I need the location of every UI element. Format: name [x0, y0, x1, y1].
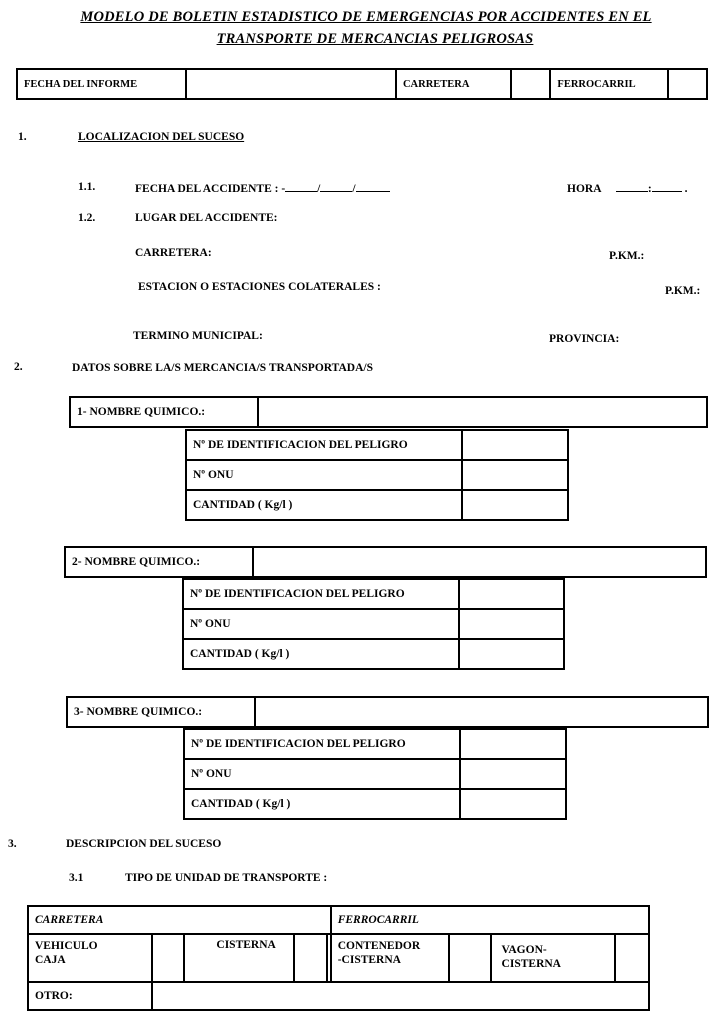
section1-number: 1.: [18, 131, 27, 143]
item-1-1-number: 1.1.: [78, 181, 96, 193]
vagon-line1: VAGON-: [501, 944, 547, 956]
pkm-label-1: P.KM.:: [609, 250, 645, 262]
goods-3-id-label: Nº DE IDENTIFICACION DEL PELIGRO: [184, 729, 460, 759]
carretera-label: CARRETERA: [396, 69, 511, 99]
goods-1-cantidad-field[interactable]: [462, 490, 568, 520]
carretera-location-label: CARRETERA:: [135, 247, 212, 259]
cisterna-checkbox[interactable]: [294, 934, 326, 982]
goods-3-name-label: 3- NOMBRE QUIMICO.:: [67, 697, 255, 727]
goods-2-name-table: [64, 546, 707, 578]
ferrocarril-checkbox[interactable]: [668, 69, 707, 99]
ferrocarril-label: FERROCARRIL: [550, 69, 667, 99]
goods-3-id-field[interactable]: [460, 729, 566, 759]
vehiculo-caja-line1: VEHICULO: [35, 940, 98, 952]
tipo-unidad-label: TIPO DE UNIDAD DE TRANSPORTE :: [125, 872, 328, 884]
contenedor-line1: CONTENEDOR: [337, 940, 421, 952]
spacer-cell: [184, 934, 210, 982]
goods-2-id-field[interactable]: [459, 579, 564, 609]
hora-field[interactable]: [567, 181, 687, 195]
goods-3-cantidad-label: CANTIDAD ( Kg/l ): [184, 789, 460, 819]
fecha-accidente-label: FECHA DEL ACCIDENTE : -: [135, 183, 286, 195]
vehiculo-caja-line2: CAJA: [35, 954, 66, 966]
goods-2-name-field[interactable]: [253, 547, 706, 577]
vehiculo-caja-checkbox[interactable]: [152, 934, 184, 982]
date-separator: /: [317, 183, 321, 195]
cisterna-label: CISTERNA: [210, 934, 294, 982]
hora-label: HORA: [567, 183, 602, 195]
goods-1-name-field[interactable]: [258, 397, 707, 427]
goods-1-cantidad-label: CANTIDAD ( Kg/l ): [186, 490, 462, 520]
item-1-2-number: 1.2.: [78, 212, 96, 224]
goods-2-cantidad-field[interactable]: [459, 639, 564, 669]
goods-3-onu-field[interactable]: [460, 759, 566, 789]
hora-separator: :: [647, 183, 652, 195]
provincia-label: PROVINCIA:: [549, 333, 620, 345]
goods-1-id-label: Nº DE IDENTIFICACION DEL PELIGRO: [186, 430, 462, 460]
report-header-table: [16, 68, 708, 100]
goods-2-onu-label: Nº ONU: [183, 609, 459, 639]
goods-2-name-label: 2- NOMBRE QUIMICO.:: [65, 547, 253, 577]
goods-2-cantidad-label: CANTIDAD ( Kg/l ): [183, 639, 459, 669]
vagon-line2: CISTERNA: [501, 958, 561, 970]
transport-unit-table: [27, 905, 650, 1011]
goods-2-details-table: [182, 578, 565, 670]
goods-1-onu-label: Nº ONU: [186, 460, 462, 490]
transport-ferrocarril-header: FERROCARRIL: [331, 906, 649, 934]
vagon-cisterna-checkbox[interactable]: [615, 934, 649, 982]
fecha-accidente-field[interactable]: [135, 181, 390, 195]
section2-title: DATOS SOBRE LA/S MERCANCIA/S TRANSPORTADA/S: [72, 362, 373, 374]
goods-1-name-table: [69, 396, 708, 428]
contenedor-cisterna-checkbox[interactable]: [449, 934, 491, 982]
lugar-accidente-label: LUGAR DEL ACCIDENTE:: [135, 212, 278, 224]
goods-1-id-field[interactable]: [462, 430, 568, 460]
item-3-1-number: 3.1: [69, 872, 84, 884]
section3-title: DESCRIPCION DEL SUCESO: [66, 838, 222, 850]
goods-3-onu-label: Nº ONU: [184, 759, 460, 789]
goods-1-name-label: 1- NOMBRE QUIMICO.:: [70, 397, 258, 427]
goods-3-cantidad-field[interactable]: [460, 789, 566, 819]
goods-3-name-table: [66, 696, 709, 728]
goods-1-onu-field[interactable]: [462, 460, 568, 490]
date-separator: /: [352, 183, 356, 195]
carretera-checkbox[interactable]: [511, 69, 550, 99]
section1-title: LOCALIZACION DEL SUCESO: [78, 131, 245, 143]
fecha-informe-field[interactable]: [186, 69, 396, 99]
otro-field[interactable]: [152, 982, 649, 1010]
otro-label: OTRO:: [28, 982, 152, 1010]
hora-end: .: [684, 183, 688, 195]
goods-3-details-table: [183, 728, 567, 820]
goods-3-name-field[interactable]: [255, 697, 708, 727]
goods-2-id-label: Nº DE IDENTIFICACION DEL PELIGRO: [183, 579, 459, 609]
contenedor-cisterna-label: [331, 934, 449, 982]
estacion-label: ESTACION O ESTACIONES COLATERALES :: [138, 281, 381, 293]
section3-number: 3.: [8, 838, 17, 850]
form-title-line2: TRANSPORTE DE MERCANCIAS PELIGROSAS: [216, 31, 534, 47]
fecha-informe-label: FECHA DEL INFORME: [17, 69, 186, 99]
contenedor-line2: -CISTERNA: [337, 954, 401, 966]
section2-number: 2.: [14, 361, 23, 373]
goods-2-onu-field[interactable]: [459, 609, 564, 639]
termino-municipal-label: TERMINO MUNICIPAL:: [133, 330, 263, 342]
goods-1-details-table: [185, 429, 569, 521]
form-title-line1: MODELO DE BOLETIN ESTADISTICO DE EMERGENCIAS POR ACCIDENTES EN EL: [80, 9, 652, 25]
vagon-cisterna-label: [491, 934, 615, 982]
vehiculo-caja-label: [28, 934, 152, 982]
transport-carretera-header: CARRETERA: [28, 906, 331, 934]
pkm-label-2: P.KM.:: [665, 285, 701, 297]
